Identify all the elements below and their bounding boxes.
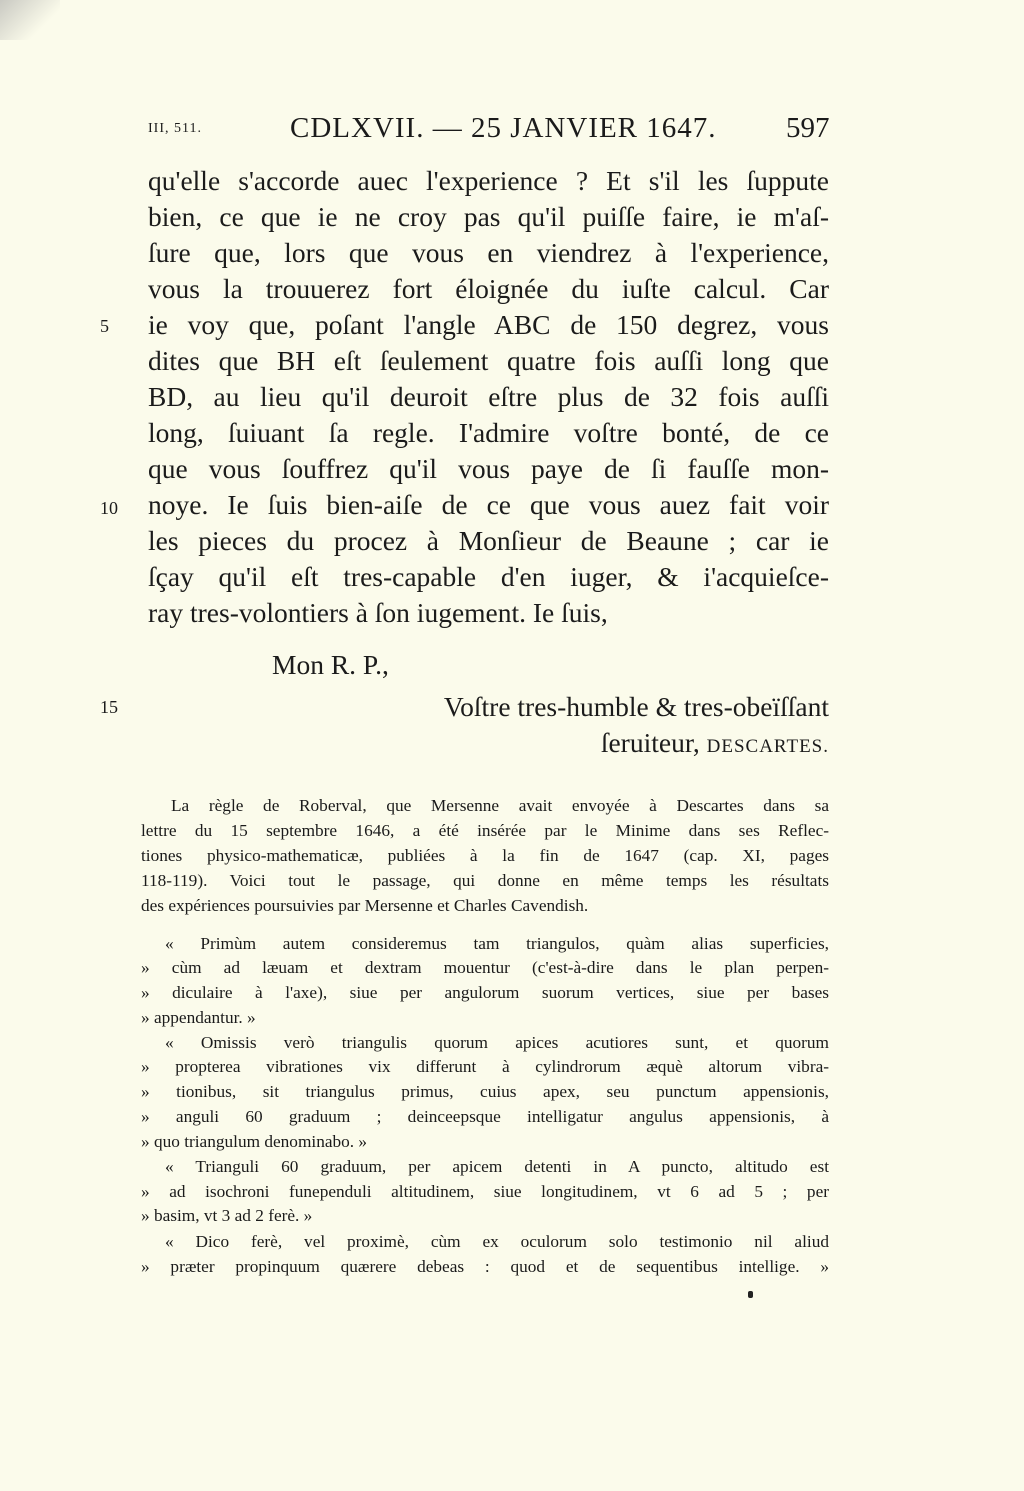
note-line: » quo triangulum denominabo. » (141, 1132, 368, 1151)
signature: DESCARTES. (706, 736, 829, 757)
note-line: lettre du 15 septembre 1646, a été insérée par le Minime dans ses Reflec- (141, 821, 829, 840)
closing-servant (148, 725, 829, 765)
note-line: » præter propinquum quærere debeas : quod et de sequentibus intellige. » (141, 1257, 829, 1276)
letter-line: long, ſuiuant ſa regle. I'admire voſtre bonté, de ce (148, 417, 829, 448)
closing-formula: Voſtre tres-humble & tres-obeïſſant (443, 691, 829, 722)
page-number: 597 (786, 112, 830, 144)
note-line: « Primùm autem consideremus tam triangulos, quàm alias superficies, (165, 934, 829, 953)
margin-line-number: 15 (100, 697, 118, 717)
page-corner-shadow (0, 0, 60, 40)
letter-line: vous la trouuerez fort éloignée du iuſte calcul. Car (148, 273, 829, 304)
note-line: » basim, vt 3 ad 2 ferè. » (141, 1206, 313, 1225)
note-line: tiones physico-mathematicæ, publiées à la fin de 1647 (cap. XI, pages (141, 846, 829, 865)
note-line: « Dico ferè, vel proximè, cùm ex oculorum solo testimonio nil aliud (165, 1232, 829, 1251)
letter-line: BD, au lieu qu'il deuroit eſtre plus de 32 fois auſſi (148, 381, 829, 412)
letter-line: ie voy que, poſant l'angle ABC de 150 degrez, vous (148, 309, 829, 340)
ink-speck (748, 1291, 753, 1298)
note-line: La règle de Roberval, que Mersenne avait envoyée à Descartes dans sa (171, 796, 829, 815)
note-line: » diculaire à l'axe), siue per angulorum suorum vertices, siue per bases (141, 983, 829, 1002)
margin-line-number: 10 (100, 498, 118, 518)
note-line: » propterea vibrationes vix differunt à cylindrorum æquè altorum vibra- (141, 1057, 829, 1076)
header-title: CDLXVII. — 25 JANVIER 1647. (290, 112, 717, 144)
letter-line: qu'elle s'accorde auec l'experience ? Et s'il les ſuppute (148, 165, 829, 196)
note-line: des expériences poursuivies par Mersenne et Charles Cavendish. (141, 896, 589, 915)
note-line: » anguli 60 graduum ; deinceepsque intelligatur angulus appensionis, à (141, 1107, 829, 1126)
letter-line: les pieces du procez à Monſieur de Beaune ; car ie (148, 525, 829, 556)
letter-line: que vous ſouffrez qu'il vous paye de ſi fauſſe mon- (148, 453, 829, 484)
letter-line: dites que BH eſt ſeulement quatre fois auſſi long que (148, 345, 829, 376)
note-line: 118-119). Voici tout le passage, qui donne en même temps les résultats (141, 871, 829, 890)
note-line: » appendantur. » (141, 1008, 256, 1027)
note-line: » tionibus, sit triangulus primus, cuius apex, seu punctum appensionis, (141, 1082, 829, 1101)
servant-word: ſeruiteur, (600, 727, 700, 758)
letter-line: noye. Ie ſuis bien-aiſe de ce que vous auez fait voir (148, 489, 829, 520)
note-line: « Omissis verò triangulis quorum apices acutiores sunt, et quorum (165, 1033, 829, 1052)
note-line: « Trianguli 60 graduum, per apicem detenti in A puncto, altitudo est (165, 1157, 829, 1176)
letter-line: ray tres-volontiers à ſon iugement. Ie ſuis, (148, 597, 608, 628)
note-line: » ad isochroni funependuli altitudinem, siue longitudinem, vt 6 ad 5 ; per (141, 1182, 829, 1201)
header-reference: III, 511. (148, 121, 202, 136)
salutation: Mon R. P., (272, 649, 389, 680)
note-line: » cùm ad læuam et dextram mouentur (c'est-à-dire dans le plan perpen- (141, 958, 829, 977)
letter-line: bien, ce que ie ne croy pas qu'il puiſſe faire, ie m'aſ- (148, 201, 829, 232)
letter-line: ſure que, lors que vous en viendrez à l'experience, (148, 237, 829, 268)
letter-line: ſçay qu'il eſt tres-capable d'en iuger, & i'acquieſce- (148, 561, 829, 592)
margin-line-number: 5 (100, 316, 109, 336)
